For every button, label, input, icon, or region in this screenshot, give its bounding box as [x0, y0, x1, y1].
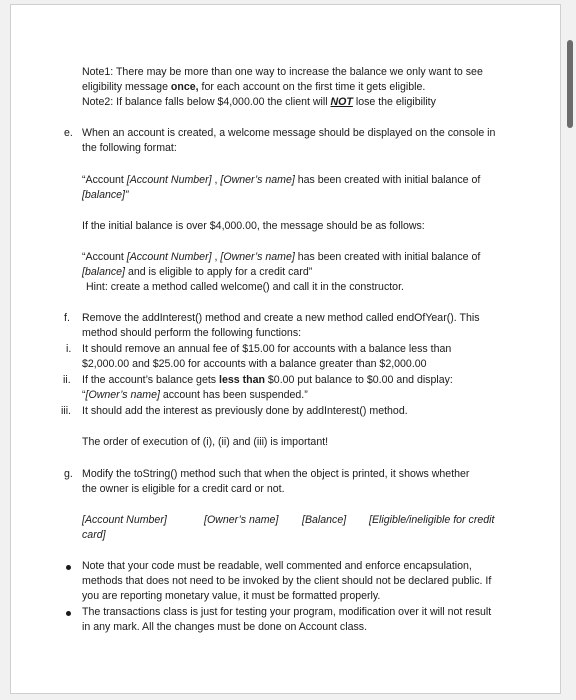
sub-i-line2: $2,000.00 and $25.00 for accounts with a balance greater than $2,000.00	[82, 358, 427, 370]
note1-line2: eligibility message once, for each account on the first time it gets eligible.	[82, 81, 426, 93]
eligible-format-line2: [balance] and is eligible to apply for a credit card”	[82, 266, 313, 278]
item-e-marker: e.	[64, 127, 73, 139]
sub-i-marker: i.	[66, 343, 72, 355]
sub-iii-marker: iii.	[61, 405, 72, 417]
eligibility-condition: If the initial balance is over $4,000.00, the message should be as follows:	[82, 220, 425, 232]
sub-ii-line2: “[Owner’s name] account has been suspended.”	[82, 389, 308, 401]
welcome-format-line1: “Account [Account Number] , [Owner’s name] has been created with initial balance of	[82, 174, 481, 186]
item-g-line2: the owner is eligible for a credit card or not.	[82, 483, 285, 495]
item-e-line2: the following format:	[82, 142, 177, 154]
welcome-format-line2: [balance]”	[82, 189, 129, 201]
note2: Note2: If balance falls below $4,000.00 the client will NOT lose the eligibility	[82, 96, 436, 108]
bullet-dot-1	[66, 565, 71, 570]
tostring-format-line2: card]	[82, 529, 106, 541]
bullet-1-line3: you are reporting monetary value, it must be formatted properly.	[82, 590, 381, 602]
item-f-marker: f.	[64, 312, 70, 324]
sub-i-line1: It should remove an annual fee of $15.00 for accounts with a balance less than	[82, 343, 452, 355]
item-g-marker: g.	[64, 468, 73, 480]
vertical-scrollbar[interactable]	[567, 40, 573, 128]
tostring-col-eligibility: [Eligible/ineligible for credit	[369, 514, 495, 526]
bullet-dot-2	[66, 611, 71, 616]
item-f-line1: Remove the addInterest() method and create a new method called endOfYear(). This	[82, 312, 480, 324]
bullet-2-line2: in any mark. All the changes must be done on Account class.	[82, 621, 368, 633]
item-e-line1: When an account is created, a welcome message should be displayed on the console in	[82, 127, 496, 139]
tostring-col-owner-name: [Owner’s name]	[204, 514, 279, 526]
note1-line1: Note1: There may be more than one way to increase the balance we only want to see	[82, 66, 483, 78]
sub-ii-marker: ii.	[63, 374, 71, 386]
item-g-line1: Modify the toString() method such that when the object is printed, it shows whether	[82, 468, 470, 480]
eligible-format-line1: “Account [Account Number] , [Owner’s name] has been created with initial balance of	[82, 251, 481, 263]
bullet-1-line1: Note that your code must be readable, well commented and enforce encapsulation,	[82, 560, 472, 572]
bullet-2-line1: The transactions class is just for testing your program, modification over it will not result	[82, 606, 492, 618]
welcome-hint: Hint: create a method called welcome() and call it in the constructor.	[86, 281, 404, 293]
bullet-1-line2: methods that does not need to be invoked by the client should not be declared public. If	[82, 575, 492, 587]
item-f-line2: method should perform the following functions:	[82, 327, 302, 339]
tostring-col-balance: [Balance]	[302, 514, 347, 526]
execution-order-note: The order of execution of (i), (ii) and (iii) is important!	[82, 436, 329, 448]
sub-iii-line1: It should add the interest as previously done by addInterest() method.	[82, 405, 408, 417]
sub-ii-line1: If the account’s balance gets less than $0.00 put balance to $0.00 and display:	[82, 374, 453, 386]
tostring-col-account-number: [Account Number]	[82, 514, 167, 526]
